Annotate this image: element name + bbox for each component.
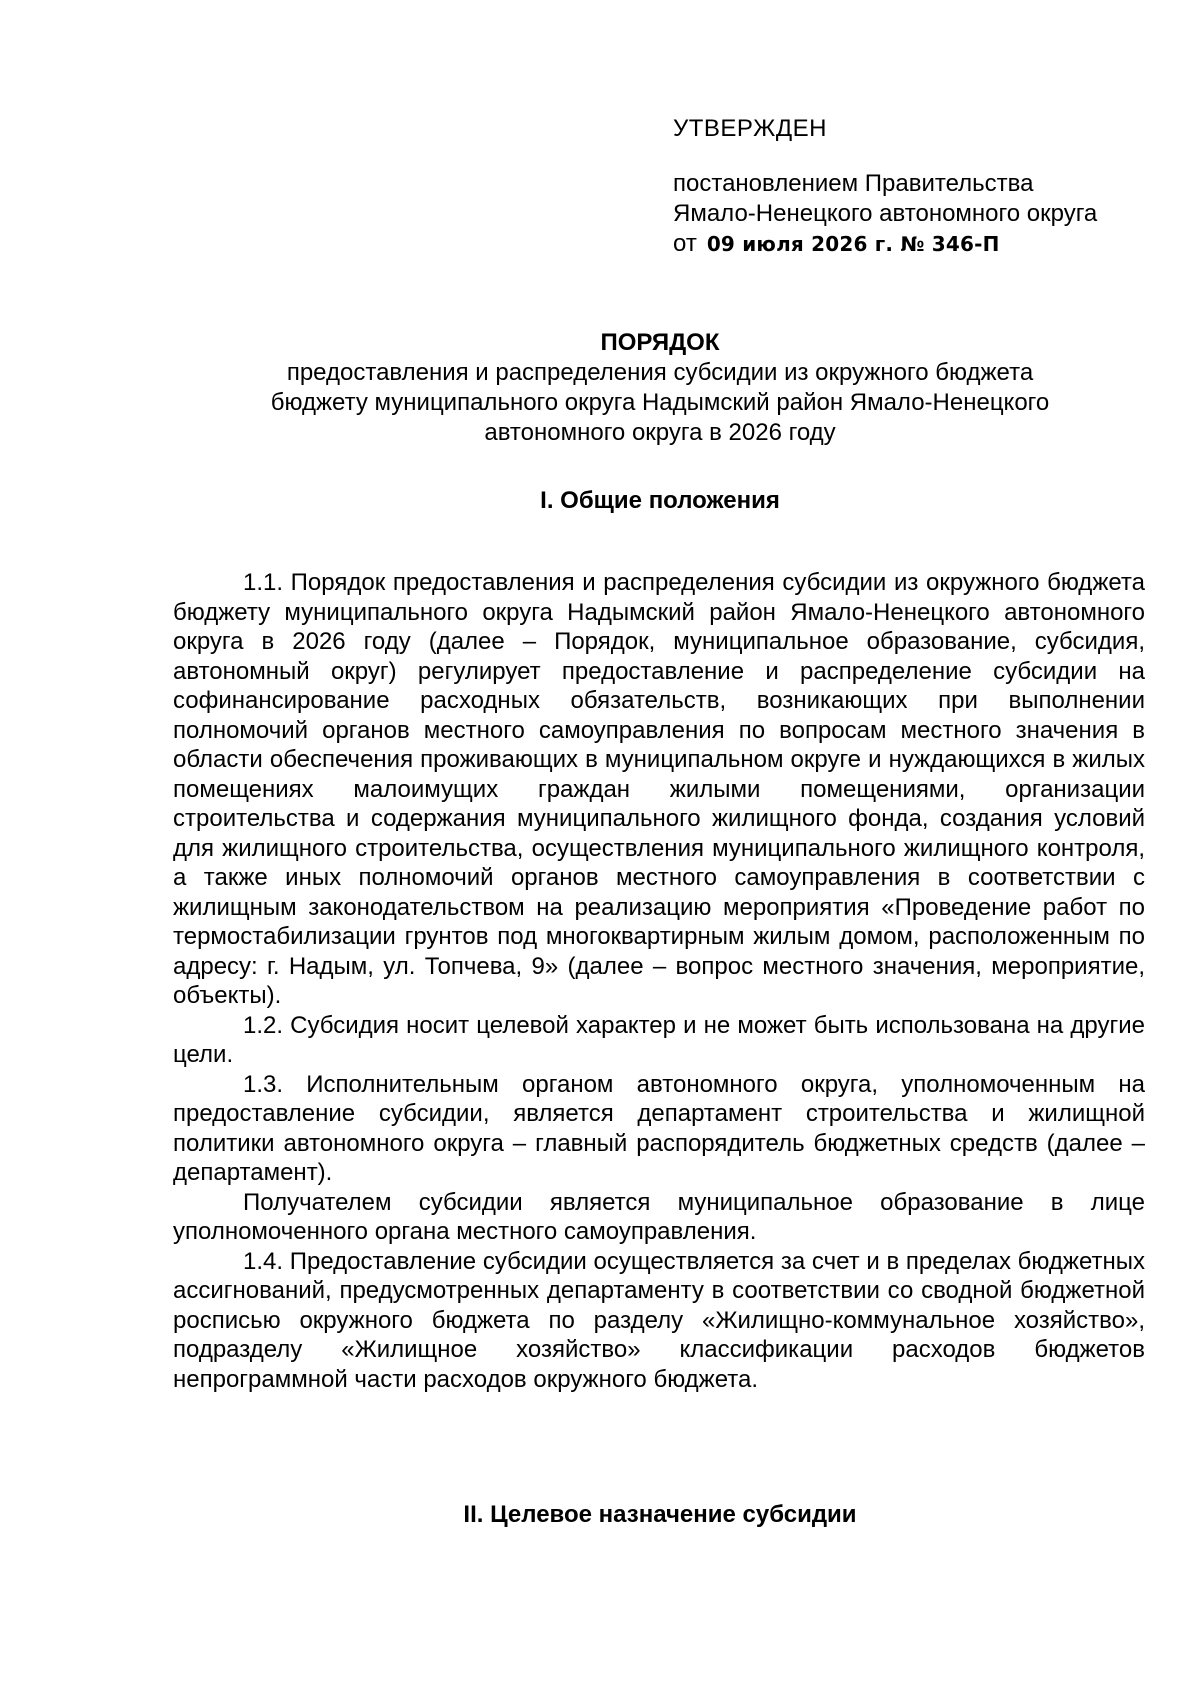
date-prefix: от: [673, 230, 697, 257]
section-1-body: [173, 568, 1145, 1394]
paragraph-1-3: 1.3. Исполнительным органом автономного округа, уполномоченным на предоставление субсидии, является департамент строительства и жилищной политики автономного округа – главный распорядитель бюджетных средств (далее – департамент).: [173, 1070, 1145, 1186]
approval-stamp: УТВЕРЖДЕН: [673, 115, 827, 142]
decree-date-number: 09 июля 2026 г. № 346-П: [706, 232, 1000, 256]
document-title-block: [175, 328, 1145, 448]
paragraph-1-4: 1.4. Предоставление субсидии осуществляется за счет и в пределах бюджетных ассигнований, предусмотренных департаменту в соответствии со сводной бюджетной росписью окружного бюджета по разделу «Жилищно-коммунальное хозяйство», подразделу «Жилищное хозяйство» классификации расходов бюджетов непрограммной части расходов окружного бюджета.: [173, 1247, 1145, 1393]
paragraph-recipient: Получателем субсидии является муниципальное образование в лице уполномоченного органа местного самоуправления.: [173, 1188, 1145, 1245]
paragraph-1-1: 1.1. Порядок предоставления и распределения субсидии из окружного бюджета бюджету муниципального округа Надымский район Ямало-Ненецкого автономного округа в 2026 году (далее – Порядок, муниципальное образование, субсидия, автономный округ) регулирует предоставление и распределение субсидии на софинансирование расходных обязательств, возникающих при выполнении полномочий органов местного самоуправления по вопросам местного значения в области обеспечения проживающих в муниципальном округе и нуждающихся в жилых помещениях малоимущих граждан жилыми помещениями, организации строительства и содержания муниципального жилищного фонда, создания условий для жилищного строительства, осуществления муниципального жилищного контроля, а также иных полномочий органов местного самоуправления в соответствии с жилищным законодательством на реализацию мероприятия «Проведение работ по термостабилизации грунтов под многоквартирным жилым домом, расположенным по адресу: г. Надым, ул. Топчева, 9» (далее – вопрос местного значения, мероприятие, объекты).: [173, 569, 1145, 1009]
section-1-heading: I. Общие положения: [540, 487, 780, 514]
approval-block: [673, 114, 1193, 259]
paragraph-1-2: 1.2. Субсидия носит целевой характер и не может быть использована на другие цели.: [173, 1011, 1145, 1068]
decree-date-line: [673, 229, 1193, 259]
decree-line-2: Ямало-Ненецкого автономного округа: [673, 200, 1098, 227]
section-2-heading: II. Целевое назначение субсидии: [463, 1501, 857, 1528]
document-subtitle: предоставления и распределения субсидии из окружного бюджета бюджету муниципального округа Надымский район Ямало-Ненецкого автономного округа в 2026 году: [270, 359, 1050, 446]
document-title: ПОРЯДОК: [600, 329, 720, 356]
decree-line-1: постановлением Правительства: [673, 170, 1034, 197]
